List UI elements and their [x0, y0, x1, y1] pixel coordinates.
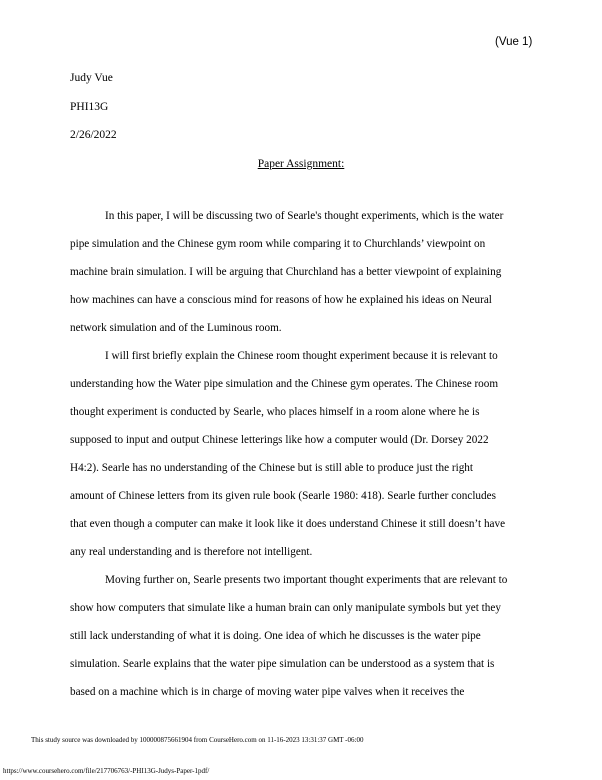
paragraph-line: based on a machine which is in charge of moving water pipe valves when it receives the — [70, 686, 465, 698]
page-number: (Vue 1) — [495, 36, 533, 48]
paper-title: Paper Assignment: — [257, 158, 345, 170]
paragraph-line: simulation. Searle explains that the water pipe simulation can be understood as a system that is — [70, 658, 495, 670]
paragraph-line: I will first briefly explain the Chinese room thought experiment because it is relevant to — [105, 350, 498, 362]
source-url[interactable]: https://www.coursehero.com/file/217706763/-PHI13G-Judys-Paper-1pdf/ — [3, 767, 210, 775]
paragraph-line: amount of Chinese letters from its given rule book (Searle 1980: 418). Searle further concludes — [70, 490, 496, 502]
paragraph-line: In this paper, I will be discussing two of Searle's thought experiments, which is the water — [105, 210, 504, 222]
author-name: Judy Vue — [70, 72, 113, 84]
paragraph-line: that even though a computer can make it look like it does understand Chinese it still doesn’t have — [70, 518, 506, 530]
date: 2/26/2022 — [70, 129, 117, 141]
paragraph-line: understanding how the Water pipe simulation and the Chinese gym operates. The Chinese room — [70, 378, 499, 390]
paragraph-line: H4:2). Searle has no understanding of the Chinese but is still able to produce just the right — [70, 462, 473, 474]
paragraph-line: supposed to input and output Chinese letterings like how a computer would (Dr. Dorsey 2022 — [70, 434, 489, 446]
paragraph-line: how machines can have a conscious mind for reasons of how he explained his ideas on Neural — [70, 294, 492, 306]
paragraph-line: thought experiment is conducted by Searle, who places himself in a room alone where he is — [70, 406, 480, 418]
paragraph-line: any real understanding and is therefore not intelligent. — [70, 546, 313, 558]
paragraph-line: machine brain simulation. I will be arguing that Churchland has a better viewpoint of explaining — [70, 266, 502, 278]
paragraph-line: network simulation and of the Luminous room. — [70, 322, 282, 334]
paragraph-line: show how computers that simulate like a human brain can only manipulate symbols but yet they — [70, 602, 501, 614]
paragraph-line: still lack understanding of what it is doing. One idea of which he discusses is the water pipe — [70, 630, 481, 642]
course-code: PHI13G — [70, 101, 109, 113]
paragraph-line: Moving further on, Searle presents two important thought experiments that are relevant to — [105, 574, 508, 586]
download-source-notice: This study source was downloaded by 100000875661904 from CourseHero.com on 11-16-2023 13:31:37 GMT -06:00 — [31, 736, 364, 744]
paragraph-line: pipe simulation and the Chinese gym room while comparing it to Churchlands’ viewpoint on — [70, 238, 486, 250]
